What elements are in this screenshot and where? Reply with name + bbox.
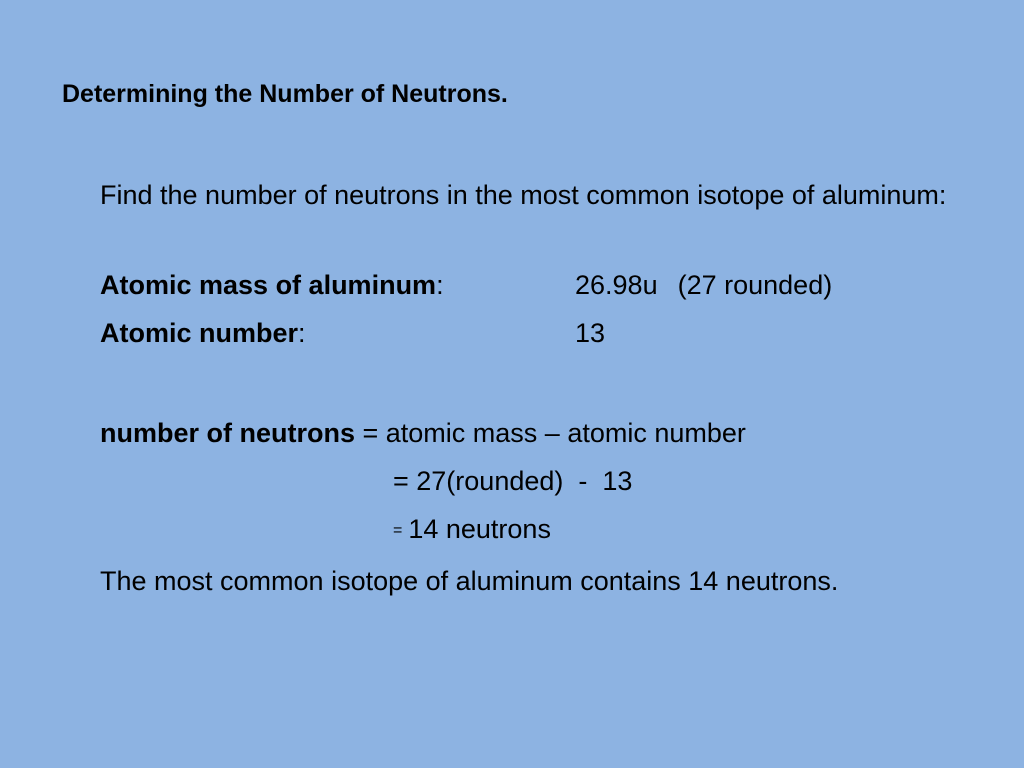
- atomic-number-value: 13: [575, 318, 606, 348]
- atomic-number-label-row: [100, 314, 306, 352]
- intro-text: Find the number of neutrons in the most common isotope of aluminum:: [100, 180, 947, 210]
- atomic-mass-value: 26.98u: [575, 270, 658, 300]
- atomic-mass-colon: :: [436, 270, 444, 300]
- conclusion-text: The most common isotope of aluminum contains 14 neutrons.: [100, 566, 839, 596]
- slide-title: Determining the Number of Neutrons.: [62, 80, 508, 108]
- atomic-number-label: Atomic number: [100, 318, 299, 348]
- atomic-mass-label: Atomic mass of aluminum: [100, 270, 437, 300]
- atomic-mass-label-row: [100, 266, 444, 304]
- formula-row: [100, 414, 746, 452]
- calculation-line-1: = 27(rounded) - 13: [393, 466, 633, 496]
- calculation-line-2: [393, 510, 551, 550]
- calculation-equals: =: [393, 521, 403, 539]
- atomic-number-colon: :: [298, 318, 306, 348]
- calculation-result: 14 neutrons: [408, 514, 551, 544]
- atomic-mass-value-row: [575, 266, 832, 304]
- atomic-mass-rounded: (27 rounded): [677, 270, 833, 300]
- formula-rhs: = atomic mass – atomic number: [355, 418, 746, 448]
- formula-label: number of neutrons: [100, 418, 355, 448]
